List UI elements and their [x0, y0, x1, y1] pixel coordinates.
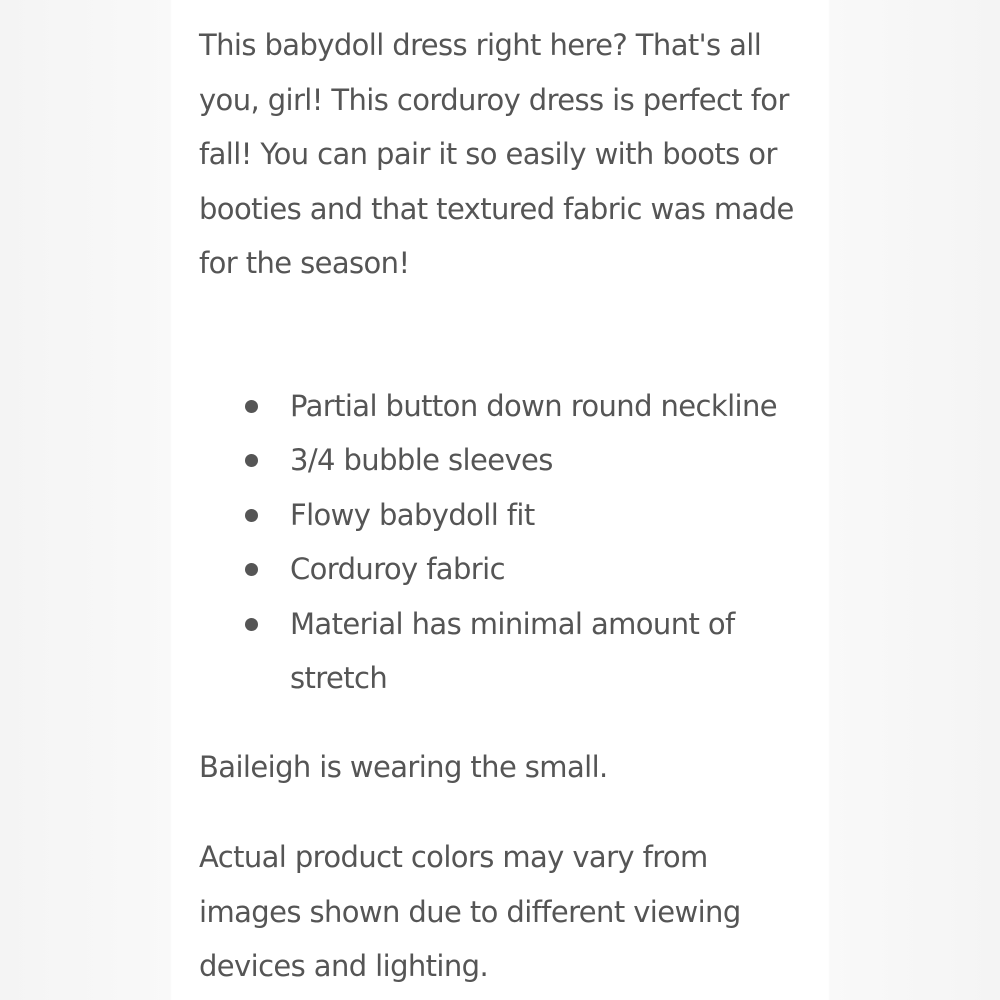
feature-text: Material has minimal amount of stretch: [290, 606, 735, 695]
feature-text: 3/4 bubble sleeves: [290, 443, 553, 477]
feature-text: Partial button down round neckline: [290, 388, 778, 423]
feature-item: [290, 379, 810, 434]
bullet-icon: [245, 400, 258, 413]
feature-text: Corduroy fabric: [290, 552, 505, 586]
feature-text: Flowy babydoll fit: [290, 497, 535, 532]
feature-item: [290, 542, 810, 597]
model-size-note: Baileigh is wearing the small.: [199, 749, 608, 784]
bullet-icon: [245, 618, 258, 631]
bullet-icon: [245, 563, 258, 576]
product-description: This babydoll dress right here? That's all you, girl! This corduroy dress is perfect for fall! You can pair it so easily with boots or booties and that textured fabric was made for the season!: [199, 28, 794, 280]
feature-list: [199, 379, 810, 706]
feature-item: [290, 597, 810, 706]
product-description-card: [172, 0, 828, 1000]
feature-item: [290, 488, 810, 543]
feature-item: [290, 433, 810, 488]
bullet-icon: [245, 454, 258, 467]
bullet-icon: [245, 509, 258, 522]
color-disclaimer: Actual product colors may vary from images shown due to different viewing devices and lighting.: [199, 840, 741, 983]
